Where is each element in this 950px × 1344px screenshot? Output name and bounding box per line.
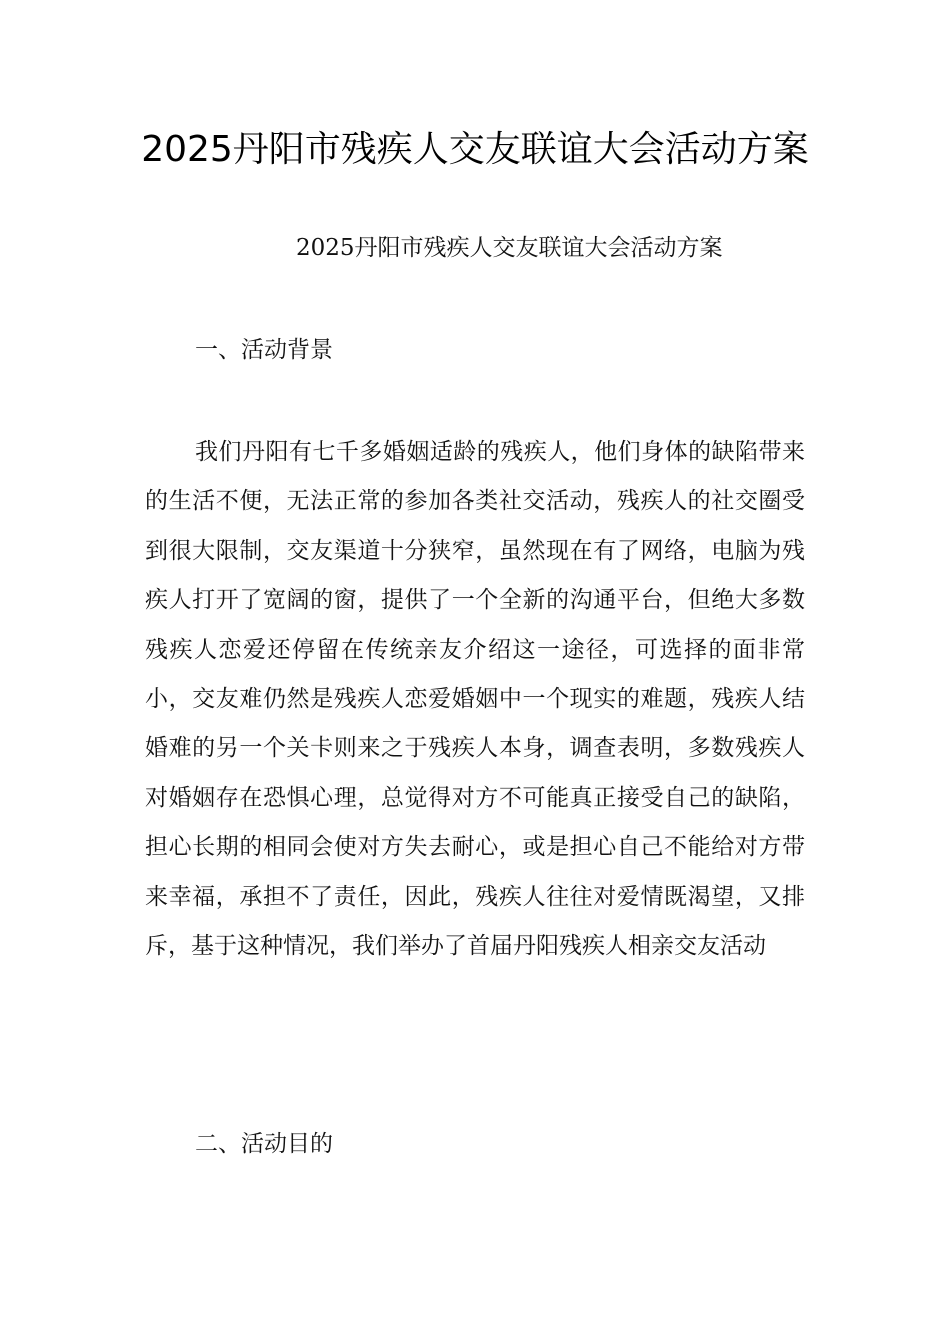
document-title: 2025丹阳市残疾人交友联谊大会活动方案	[141, 129, 809, 170]
section-heading-background: 一、活动背景	[195, 337, 333, 363]
document-subtitle: 2025丹阳市残疾人交友联谊大会活动方案	[296, 235, 723, 261]
section-heading-purpose: 二、活动目的	[195, 1131, 333, 1157]
section-body-background: 我们丹阳有七千多婚姻适龄的残疾人，他们身体的缺陷带来的生活不便，无法正常的参加各类社交活动，残疾人的社交圈受到很大限制，交友渠道十分狭窄，虽然现在有了网络，电脑为残疾人打开了宽阔的窗，提供了一个全新的沟通平台，但绝大多数残疾人恋爱还停留在传统亲友介绍这一途径，可选择的面非常小，交友难仍然是残疾人恋爱婚姻中一个现实的难题，残疾人结婚难的另一个关卡则来之于残疾人本身，调查表明，多数残疾人对婚姻存在恐惧心理，总觉得对方不可能真正接受自己的缺陷，担心长期的相同会使对方失去耐心，或是担心自己不能给对方带来幸福，承担不了责任，因此，残疾人往往对爱情既渴望，又排斥，基于这种情况，我们举办了首届丹阳残疾人相亲交友活动	[145, 439, 805, 960]
